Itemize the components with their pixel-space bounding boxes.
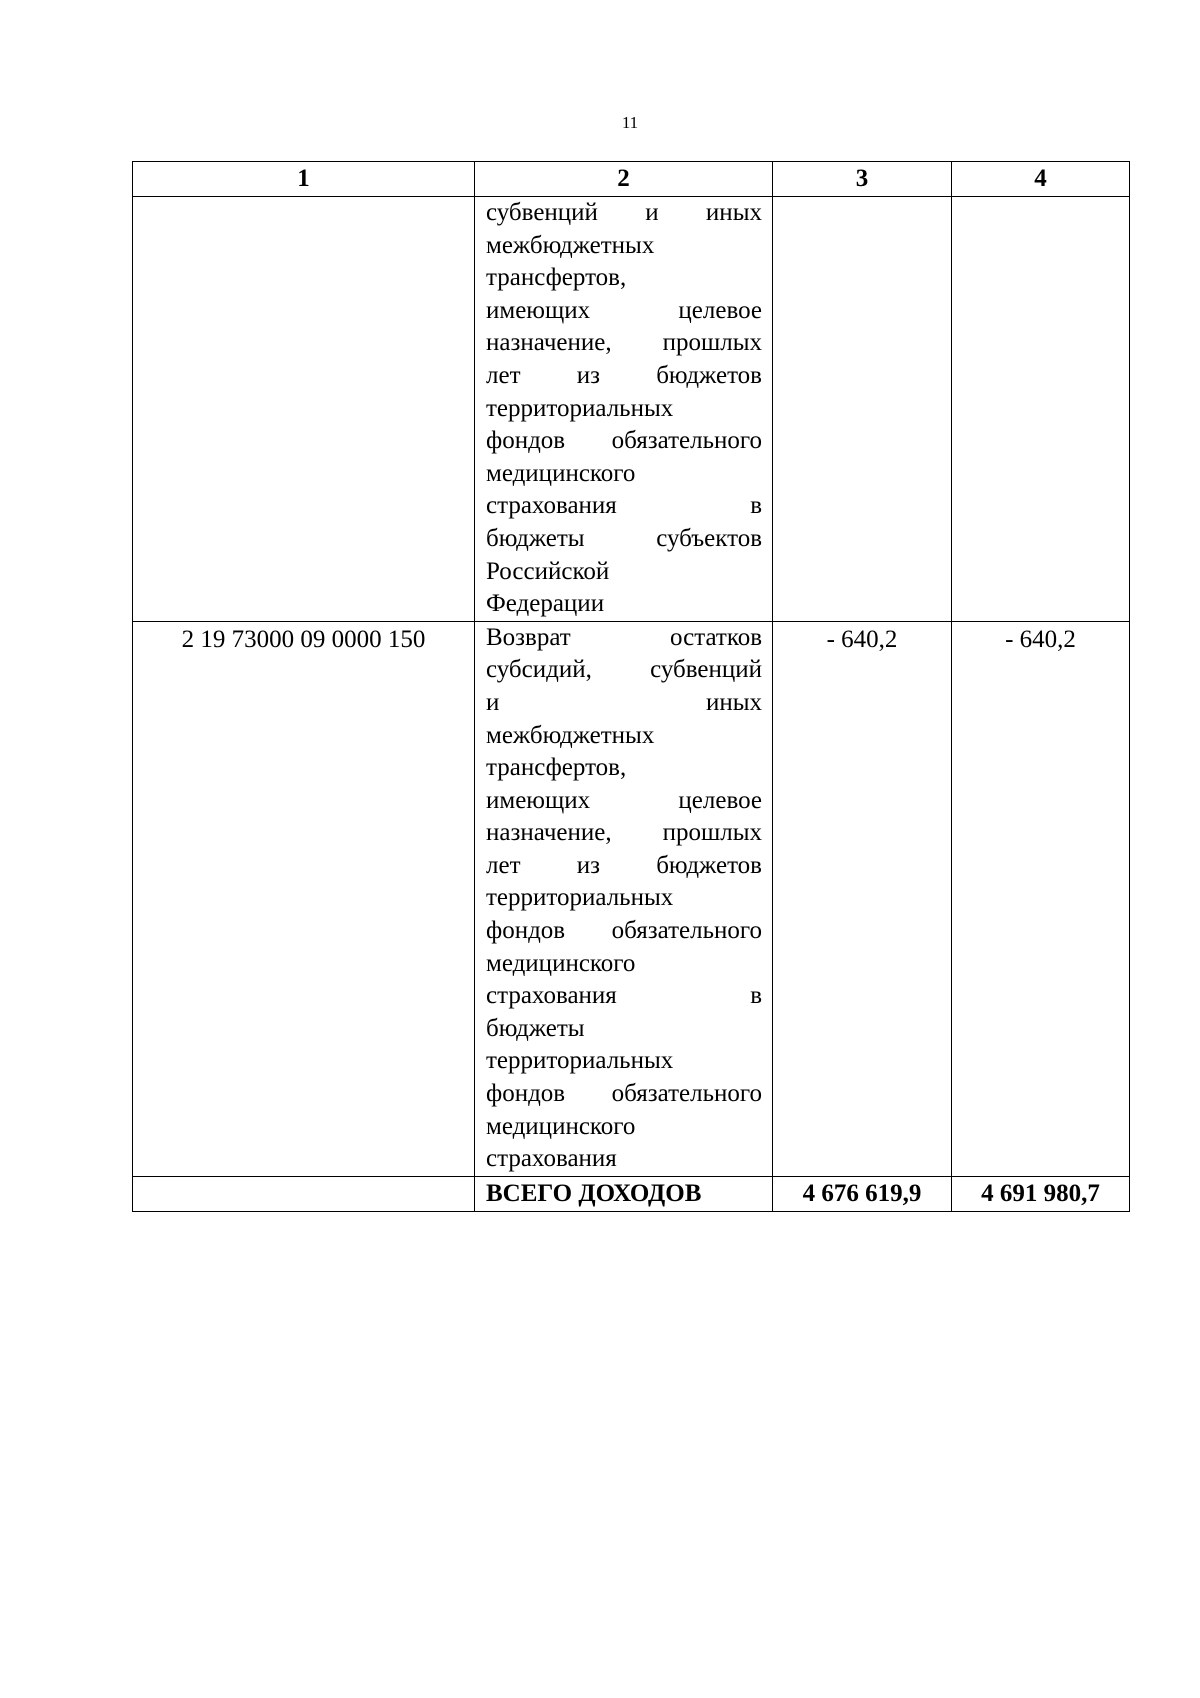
column-header-3: 3 [773,162,952,197]
description-line: страхования [486,1145,617,1173]
value-cell-4 [952,197,1130,622]
description-line: Федерации [486,590,605,618]
value-cell-3: - 640,2 [773,621,952,1176]
description-line: имеющих целевое [486,786,762,814]
description-line: назначение, прошлых [486,819,762,847]
total-label: ВСЕГО ДОХОДОВ [475,1176,773,1211]
description-line: субвенций и иных [486,199,762,226]
budget-code-cell [133,197,475,622]
table-header-row [133,162,1130,197]
page-number: 11 [621,113,639,132]
description-line: медицинского [486,459,636,487]
value-cell-4: - 640,2 [952,621,1130,1176]
description-line: Возврат остатков [486,623,762,651]
description-line: трансфертов, [486,754,627,782]
description-line: территориальных [486,394,674,422]
description-cell [475,197,773,622]
total-row [133,1176,1130,1211]
column-header-2: 2 [475,162,773,197]
description-line: трансфертов, [486,264,627,292]
description-line: и иных [486,688,762,716]
description-line: назначение, прошлых [486,329,762,357]
description-line: медицинского [486,1112,636,1140]
description-line: территориальных [486,1047,674,1075]
description-line: лет из бюджетов [486,851,762,879]
column-header-1: 1 [133,162,475,197]
total-value-4: 4 691 980,7 [952,1176,1130,1211]
description-line: имеющих целевое [486,296,762,324]
description-line: фондов обязательного [486,917,762,945]
description-line: бюджеты субъектов [486,524,762,552]
description-line: лет из бюджетов [486,361,762,389]
description-line: страхования в [486,492,762,520]
total-value-3: 4 676 619,9 [773,1176,952,1211]
table-row [133,621,1130,1176]
description-line: страхования в [486,982,762,1010]
description-cell [475,621,773,1176]
description-line: территориальных [486,884,674,912]
total-empty-cell [133,1176,475,1211]
description-line: Российской [486,557,610,585]
description-line: фондов обязательного [486,427,762,455]
column-header-4: 4 [952,162,1130,197]
value-cell-3 [773,197,952,622]
budget-code-cell: 2 19 73000 09 0000 150 [133,621,475,1176]
description-line: межбюджетных [486,721,655,749]
description-line: бюджеты [486,1014,585,1042]
description-line: межбюджетных [486,231,655,259]
description-line: медицинского [486,949,636,977]
table-row [133,197,1130,622]
description-line: фондов обязательного [486,1080,762,1108]
description-line: субсидий, субвенций [486,656,762,684]
revenue-table [132,161,1130,1212]
